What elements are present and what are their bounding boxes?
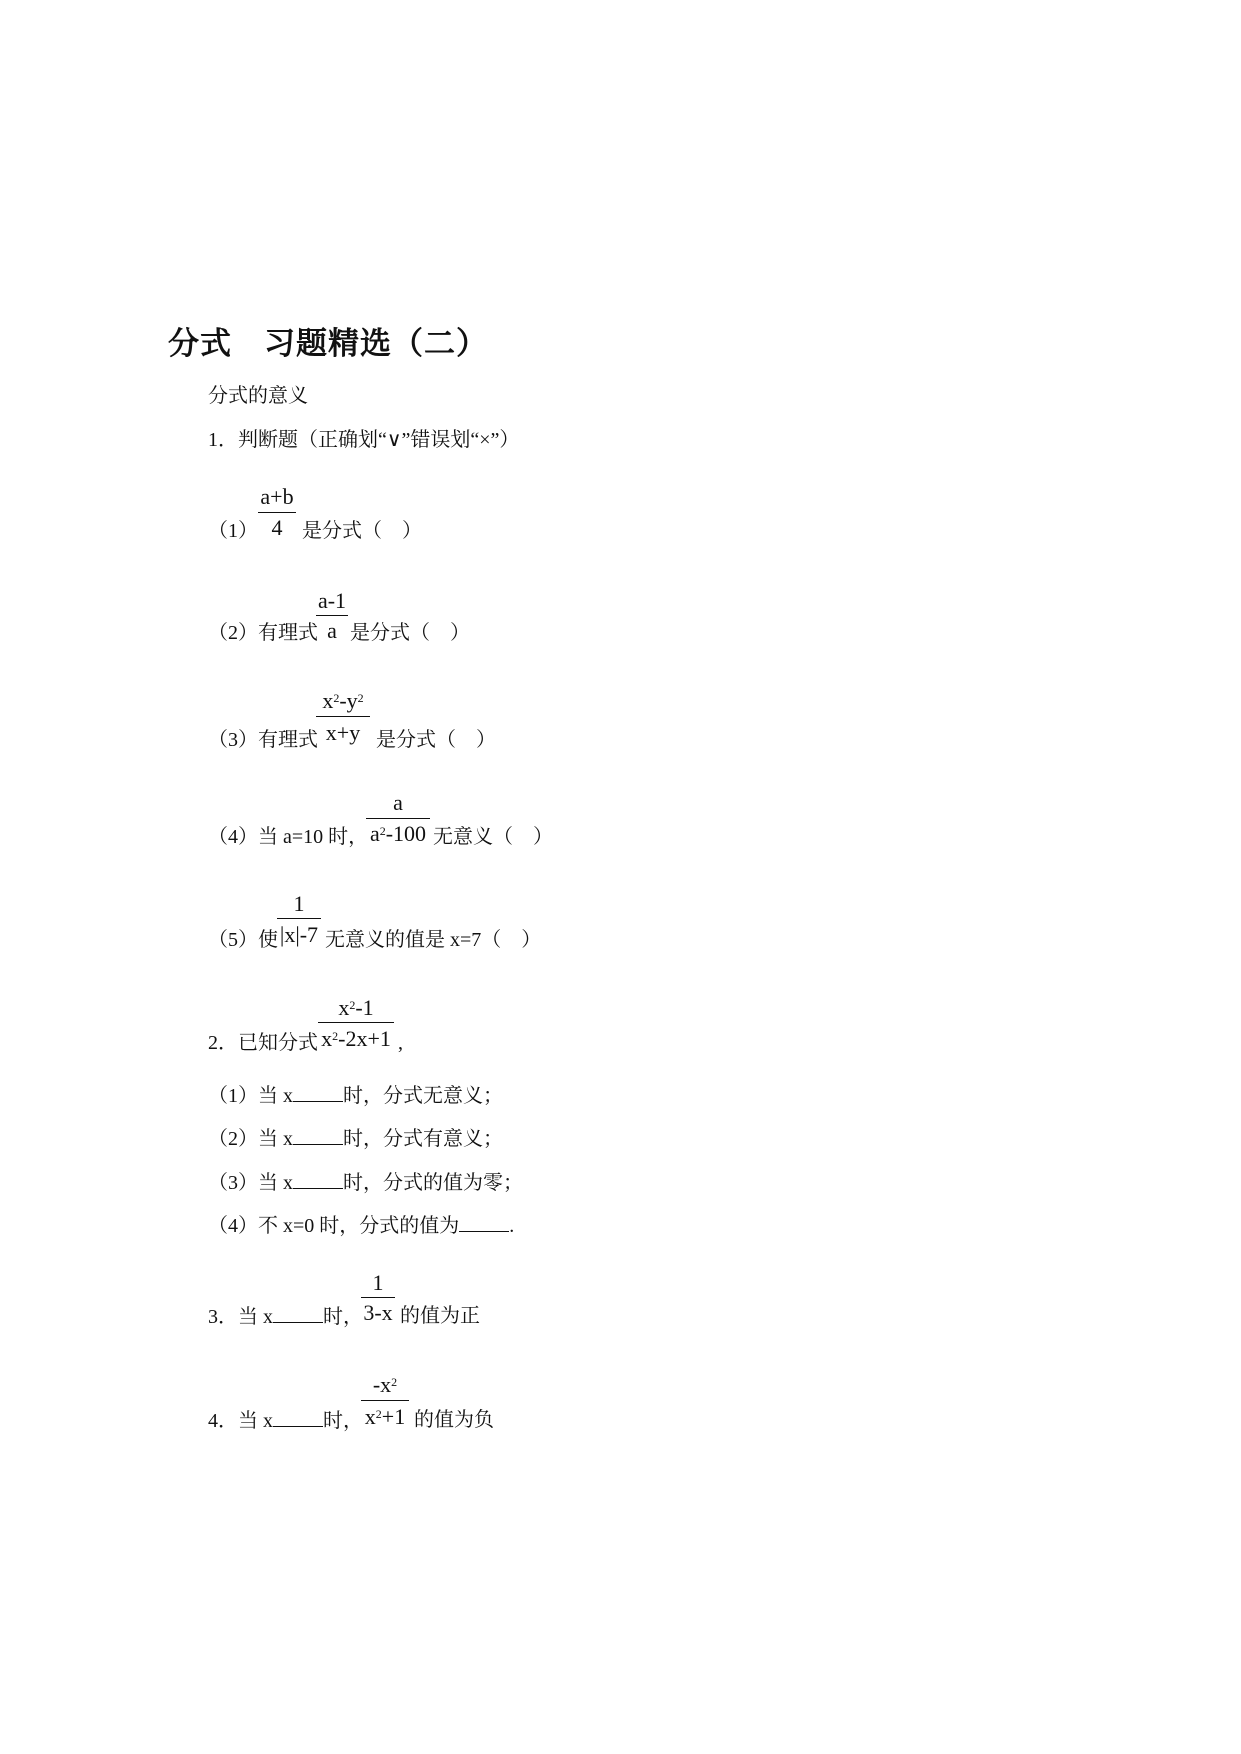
q1-item-1-suffix: 是分式（ ）: [302, 520, 422, 542]
q3-mid: 时，: [323, 1306, 363, 1328]
q1-item-3-denominator: x+y: [325, 720, 361, 745]
q1-item-1-denominator: 4: [271, 515, 283, 540]
q4-numerator: [361, 1372, 409, 1398]
den-rest: +1: [381, 1404, 406, 1429]
fraction-bar: [316, 716, 370, 717]
q1-item-3-prefix: （3）有理式: [208, 729, 318, 751]
q2-denominator: [318, 1026, 394, 1052]
den-rest: -100: [385, 821, 427, 846]
num-rest: -1: [355, 995, 374, 1020]
q2-sub-4: [208, 1213, 514, 1238]
question-1-stem: 1．判断题（正确划“∨”错误划“×”）: [208, 429, 520, 451]
q1-item-2-numerator: a-1: [317, 588, 347, 613]
page-title: 分式 习题精选（二）: [168, 326, 488, 362]
q1-item-1-numerator: a+b: [260, 484, 294, 509]
fraction-bar: [361, 1400, 409, 1401]
den-base: x: [321, 1026, 333, 1051]
answer-blank[interactable]: [459, 1213, 509, 1232]
den-exponent: 2: [379, 824, 386, 838]
q1-item-2-suffix: 是分式（ ）: [350, 622, 470, 644]
answer-blank[interactable]: [293, 1083, 343, 1102]
q1-item-4-numerator: a: [393, 790, 403, 815]
q3-prefix: [208, 1304, 363, 1329]
q1-item-3-suffix: 是分式（ ）: [376, 729, 496, 751]
num-base: x: [338, 995, 350, 1020]
q1-item-2-denominator: a: [327, 618, 337, 643]
q4-suffix: 的值为负: [414, 1409, 494, 1431]
fraction-bar: [361, 1297, 395, 1298]
fraction-bar: [366, 818, 430, 819]
q2-sub-3-post: 时，分式的值为零；: [343, 1172, 523, 1194]
num-exponent-2: 2: [357, 691, 364, 705]
num-exponent: 2: [333, 691, 340, 705]
q1-item-5-denominator: |x|-7: [279, 922, 319, 947]
q4-denominator: [361, 1404, 409, 1430]
q3-suffix: 的值为正: [400, 1305, 480, 1327]
den-base: a: [369, 821, 380, 846]
num-exponent: 2: [391, 1375, 398, 1389]
den-base: x: [364, 1404, 376, 1429]
q1-item-1-prefix: （1）: [208, 520, 258, 542]
q2-suffix: ,: [398, 1032, 403, 1054]
q1-item-2-prefix: （2）有理式: [208, 622, 318, 644]
q2-prefix: 2．已知分式: [208, 1032, 318, 1054]
fraction-bar: [258, 512, 296, 513]
q2-sub-2-pre: （2）当 x: [208, 1128, 293, 1150]
den-exponent: 2: [332, 1029, 339, 1043]
num-exponent: 2: [349, 998, 356, 1012]
q4-pre: 4．当 x: [208, 1410, 273, 1432]
q2-sub-1-pre: （1）当 x: [208, 1085, 293, 1107]
q2-sub-3: [208, 1170, 523, 1195]
q1-item-4-prefix: （4）当 a=10 时，: [208, 826, 369, 848]
q1-item-4-denominator: [366, 821, 430, 847]
q3-numerator: 1: [372, 1270, 384, 1295]
den-exponent: 2: [375, 1407, 382, 1421]
answer-blank[interactable]: [293, 1170, 343, 1189]
section-heading: 分式的意义: [208, 385, 308, 407]
q1-item-5-prefix: （5）使: [208, 929, 278, 951]
answer-blank[interactable]: [293, 1126, 343, 1145]
q1-item-4-suffix: 无意义（ ）: [433, 826, 553, 848]
answer-blank[interactable]: [273, 1304, 323, 1323]
q2-sub-4-post: .: [509, 1215, 515, 1237]
q3-denominator: 3-x: [363, 1300, 393, 1325]
q1-item-5-numerator: 1: [293, 891, 305, 916]
answer-blank[interactable]: [273, 1408, 323, 1427]
num-rest: -y: [339, 688, 358, 713]
fraction-bar: [277, 918, 321, 919]
q1-item-5-suffix: 无意义的值是 x=7（ ）: [325, 929, 542, 951]
q2-sub-3-pre: （3）当 x: [208, 1172, 293, 1194]
num-base: -x: [372, 1372, 392, 1397]
q2-numerator: [318, 995, 394, 1021]
q4-mid: 时，: [323, 1410, 363, 1432]
q4-prefix: [208, 1408, 363, 1433]
q2-sub-4-pre: （4）不 x=0 时，分式的值为: [208, 1215, 460, 1237]
q1-item-3-numerator: [316, 688, 370, 714]
q2-sub-2: [208, 1126, 503, 1151]
fraction-bar: [318, 1022, 394, 1023]
q3-pre: 3．当 x: [208, 1306, 273, 1328]
num-base: x: [322, 688, 334, 713]
fraction-bar: [316, 615, 348, 616]
q2-sub-1-post: 时，分式无意义；: [343, 1085, 503, 1107]
q2-sub-2-post: 时，分式有意义；: [343, 1128, 503, 1150]
q2-sub-1: [208, 1083, 503, 1108]
den-rest: -2x+1: [338, 1026, 391, 1051]
